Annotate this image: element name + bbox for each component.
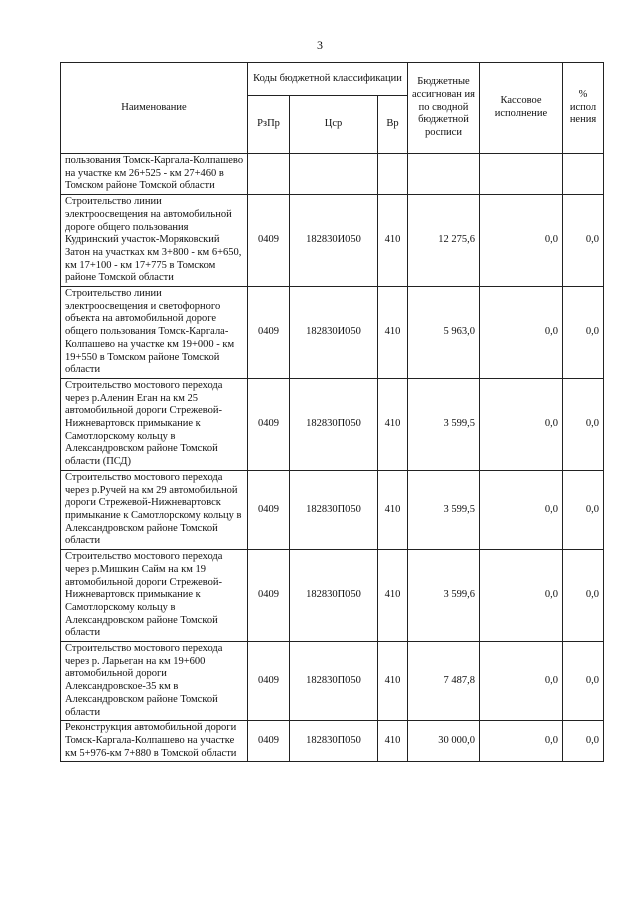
cell-pct: 0,0 <box>563 287 604 379</box>
cell-rzpr: 0409 <box>248 721 290 762</box>
table-row <box>61 470 604 549</box>
cell-csr: 182830И050 <box>290 195 378 287</box>
cell-rzpr: 0409 <box>248 550 290 642</box>
cell-cash <box>480 154 563 195</box>
table-row <box>61 287 604 379</box>
header-codes-group: Коды бюджетной классификации <box>248 63 408 96</box>
cell-name: Строительство линии электроосвещения и светофорного объекта на автомобильной дороге общего пользования Томск-Каргала-Колпашево на участке км 19+000 - км 19+550 в Томском районе Томской области <box>61 287 248 379</box>
cell-rzpr <box>248 154 290 195</box>
cell-rzpr: 0409 <box>248 195 290 287</box>
cell-csr: 182830П050 <box>290 378 378 470</box>
cell-rzpr: 0409 <box>248 378 290 470</box>
cell-pct: 0,0 <box>563 721 604 762</box>
table-row <box>61 550 604 642</box>
cell-vr: 410 <box>378 470 408 549</box>
cell-name: Строительство мостового перехода через р. Ларьеган на км 19+600 автомобильной дороги Александровское-35 км в Александровском районе Томской области <box>61 642 248 721</box>
cell-name: Строительство мостового перехода через р.Ручей на км 29 автомобильной дороги Стрежевой-Нижневартовск примыкание к Самотлорскому кольцу в Александровском районе Томской области <box>61 470 248 549</box>
table-row <box>61 378 604 470</box>
cell-cash: 0,0 <box>480 721 563 762</box>
cell-csr: 182830И050 <box>290 287 378 379</box>
cell-amount: 3 599,5 <box>408 470 480 549</box>
cell-cash: 0,0 <box>480 550 563 642</box>
cell-pct: 0,0 <box>563 642 604 721</box>
cell-amount: 7 487,8 <box>408 642 480 721</box>
cell-name: Строительство мостового перехода через р.Аленин Еган на км 25 автомобильной дороги Стрежевой-Нижневартовск примыкание к Самотлорскому кольцу в Александровском районе Томской области (ПСД) <box>61 378 248 470</box>
cell-csr: 182830П050 <box>290 721 378 762</box>
header-budget: Бюджетные ассигнован ия по сводной бюджетной росписи <box>408 63 480 154</box>
cell-rzpr: 0409 <box>248 287 290 379</box>
cell-rzpr: 0409 <box>248 642 290 721</box>
cell-vr: 410 <box>378 642 408 721</box>
cell-vr: 410 <box>378 195 408 287</box>
budget-table <box>60 62 604 762</box>
table-row <box>61 721 604 762</box>
cell-amount: 3 599,6 <box>408 550 480 642</box>
cell-vr: 410 <box>378 721 408 762</box>
header-vr: Вр <box>378 96 408 154</box>
table-row <box>61 154 604 195</box>
header-cash: Кассовое исполнение <box>480 63 563 154</box>
header-pct: % испол нения <box>563 63 604 154</box>
cell-csr: 182830П050 <box>290 470 378 549</box>
cell-amount: 12 275,6 <box>408 195 480 287</box>
cell-cash: 0,0 <box>480 470 563 549</box>
header-csr: Цср <box>290 96 378 154</box>
cell-csr: 182830П050 <box>290 642 378 721</box>
cell-pct: 0,0 <box>563 550 604 642</box>
cell-vr: 410 <box>378 550 408 642</box>
cell-amount: 3 599,5 <box>408 378 480 470</box>
cell-pct: 0,0 <box>563 470 604 549</box>
cell-csr <box>290 154 378 195</box>
cell-cash: 0,0 <box>480 378 563 470</box>
cell-amount: 30 000,0 <box>408 721 480 762</box>
header-name: Наименование <box>61 63 248 154</box>
cell-amount <box>408 154 480 195</box>
table-row <box>61 195 604 287</box>
header-rzpr: РзПр <box>248 96 290 154</box>
cell-name: Строительство линии электроосвещения на автомобильной дороге общего пользования Кудринский участок-Моряковский Затон на участках км 3+800 - км 6+650, км 17+100 - км 17+775 в Томском районе Томской области <box>61 195 248 287</box>
cell-name: Строительство мостового перехода через р.Мишкин Сайм на км 19 автомобильной дороги Стрежевой-Нижневартовск примыкание к Самотлорскому кольцу в Александровском районе Томской области <box>61 550 248 642</box>
cell-cash: 0,0 <box>480 287 563 379</box>
cell-vr <box>378 154 408 195</box>
cell-csr: 182830П050 <box>290 550 378 642</box>
cell-name: Реконструкция автомобильной дороги Томск-Каргала-Колпашево на участке км 5+976-км 7+880 в Томской области <box>61 721 248 762</box>
cell-vr: 410 <box>378 378 408 470</box>
cell-pct: 0,0 <box>563 378 604 470</box>
cell-rzpr: 0409 <box>248 470 290 549</box>
table-row <box>61 642 604 721</box>
cell-cash: 0,0 <box>480 195 563 287</box>
cell-cash: 0,0 <box>480 642 563 721</box>
page-number: 3 <box>317 38 323 52</box>
cell-name: пользования Томск-Каргала-Колпашево на участке км 26+525 - км 27+460 в Томском районе Томской области <box>61 154 248 195</box>
cell-vr: 410 <box>378 287 408 379</box>
cell-pct: 0,0 <box>563 195 604 287</box>
cell-pct <box>563 154 604 195</box>
cell-amount: 5 963,0 <box>408 287 480 379</box>
